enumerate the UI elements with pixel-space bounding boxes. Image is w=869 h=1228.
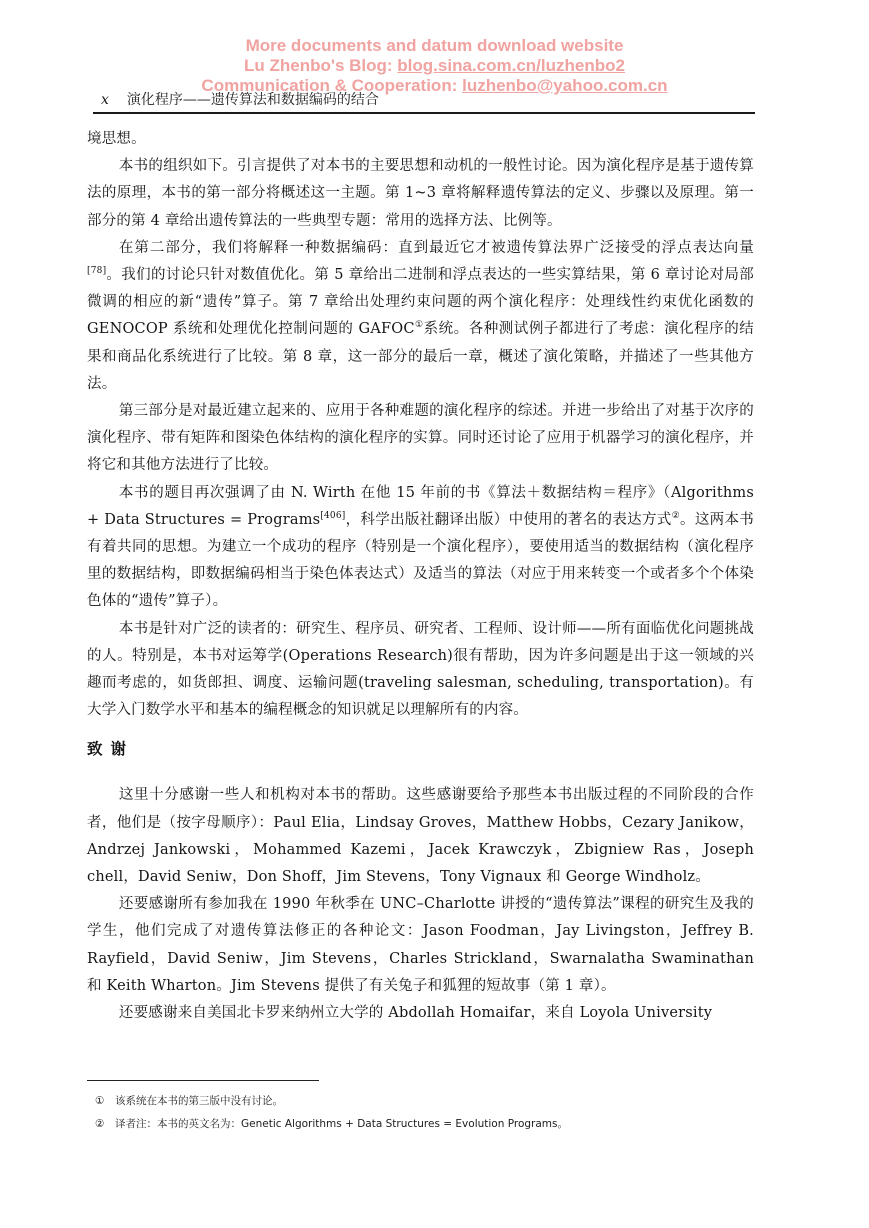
watermark-blog-label: Lu Zhenbo's Blog: [244, 56, 398, 75]
watermark [0, 36, 869, 96]
footnote-1 [95, 1090, 755, 1113]
footnote-2 [95, 1113, 755, 1136]
running-head [101, 91, 379, 109]
page-number: x [101, 92, 109, 108]
watermark-line-2 [0, 56, 869, 76]
paragraph-part-two [87, 235, 754, 398]
paragraph-title-meaning [87, 480, 754, 616]
paragraph-title-lead: 本书的题目再次强调了由 N. Wirth 在他 15 年前的书《算法＋数据结构＝程序》（Algorithms + Data Structures = Programs [87, 484, 754, 528]
paragraph-audience: 本书是针对广泛的读者的：研究生、程序员、研究者、工程师、设计师——所有面临优化问题挑战的人。特别是，本书对运筹学(Operations Research)很有帮助，因为许多问题是出于这一领域的兴趣而考虑的，如货郎担、调度、运输问题(traveling salesman, scheduling, transportation)。有大学入门数学水平和基本的编程概念的知识就足以理解所有的内容。 [87, 620, 754, 719]
footnote-1-mark: ① [95, 1095, 105, 1107]
ack-paragraph-3: 还要感谢来自美国北卡罗来纳州立大学的 Abdollah Homaifar，来自 Loyola University [118, 1005, 713, 1022]
watermark-email-link[interactable]: luzhenbo@yahoo.com.cn [462, 76, 668, 95]
watermark-blog-link[interactable]: blog.sina.com.cn/luzhenbo2 [397, 56, 625, 75]
footnote-2-mark: ② [95, 1118, 105, 1130]
paragraph-continuation: 境思想。 [87, 131, 146, 147]
footnote-ref-2: ② [671, 511, 681, 522]
ack-paragraph-1: 这里十分感谢一些人和机构对本书的帮助。这些感谢要给予那些本书出版过程的不同阶段的合作者，他们是（按字母顺序）：Paul Elia，Lindsay Groves，Matthew Hobbs，Cezary Janikow，Andrzej Jankowski，Mohammed Kazemi，Jacek Krawczyk，Zbigniew Ras，Joseph chell，David Seniw，Don Shoff，Jim Stevens，Tony Vignaux 和 George Windholz。 [87, 787, 754, 886]
paragraph-part-three: 第三部分是对最近建立起来的、应用于各种难题的演化程序的综述。并进一步给出了对基于次序的演化程序、带有矩阵和图染色体结构的演化程序的实算。同时还讨论了应用于机器学习的演化程序，并将它和其他方法进行了比较。 [87, 403, 754, 474]
footnote-2-text: 译者注：本书的英文名为：Genetic Algorithms + Data Structures = Evolution Programs。 [115, 1118, 568, 1130]
paragraph-title-tail: 。这两本书有着共同的思想。为建立一个成功的程序（特别是一个演化程序），要使用适当的数据结构（演化程序里的数据结构，即数据编码相当于染色体表达式）及适当的算法（对应于用来转变一个或者多个个体染色体的“遗传”算子）。 [87, 511, 754, 610]
ack-paragraph-2: 还要感谢所有参加我在 1990 年秋季在 UNC–Charlotte 讲授的“遗传算法”课程的研究生及我的学生，他们完成了对遗传算法修正的各种论文：Jason Foodman，Jay Livingston，Jeffrey B. Rayfield，David Seniw，Jim Stevens，Charles Strickland，Swarnalatha Swaminathan 和 Keith Wharton。Jim Stevens 提供了有关兔子和狐狸的短故事（第 1 章）。 [87, 896, 754, 994]
running-title: 演化程序——遗传算法和数据编码的结合 [126, 92, 379, 108]
paragraph-part-two-tail: 系统。各种测试例子都进行了考虑：演化程序的结果和商品化系统进行了比较。第 8 章，这一部分的最后一章，概述了演化策略，并描述了一些其他方法。 [87, 321, 754, 392]
watermark-contact-label: Communication & Cooperation: [201, 76, 463, 95]
paragraph-part-two-lead: 在第二部分，我们将解释一种数据编码：直到最近它才被遗传算法界广泛接受的浮点表达向量 [118, 239, 754, 256]
paragraph-organization: 本书的组织如下。引言提供了对本书的主要思想和动机的一般性讨论。因为演化程序是基于遗传算法的原理，本书的第一部分将概述这一主题。第 1~3 章将解释遗传算法的定义、步骤以及原理。第一部分的第 4 章给出遗传算法的一些典型专题：常用的选择方法、比例等。 [87, 158, 754, 229]
acknowledgements-heading: 致谢 [87, 740, 135, 759]
paragraph-title-mid: ，科学出版社翻译出版）中使用的著名的表达方式 [345, 511, 672, 528]
footnote-rule [87, 1080, 319, 1081]
watermark-line-1: More documents and datum download website [245, 36, 624, 55]
header-rule [93, 112, 755, 114]
citation-406: [406] [320, 511, 346, 522]
footnotes [95, 1090, 755, 1136]
citation-78: [78] [87, 266, 107, 277]
paragraph-part-two-body: 。我们的讨论只针对数值优化。第 5 章给出二进制和浮点表达的一些实算结果，第 6 章讨论对局部微调的相应的新“遗传”算子。第 7 章给出处理约束问题的两个演化程序：处理线性约束优化函数的 GENOCOP 系统和处理优化控制问题的 GAFOC [87, 267, 754, 338]
footnote-ref-1: ① [414, 320, 424, 331]
footnote-1-text: 该系统在本书的第三版中没有讨论。 [115, 1095, 283, 1107]
body-text [87, 126, 754, 1027]
